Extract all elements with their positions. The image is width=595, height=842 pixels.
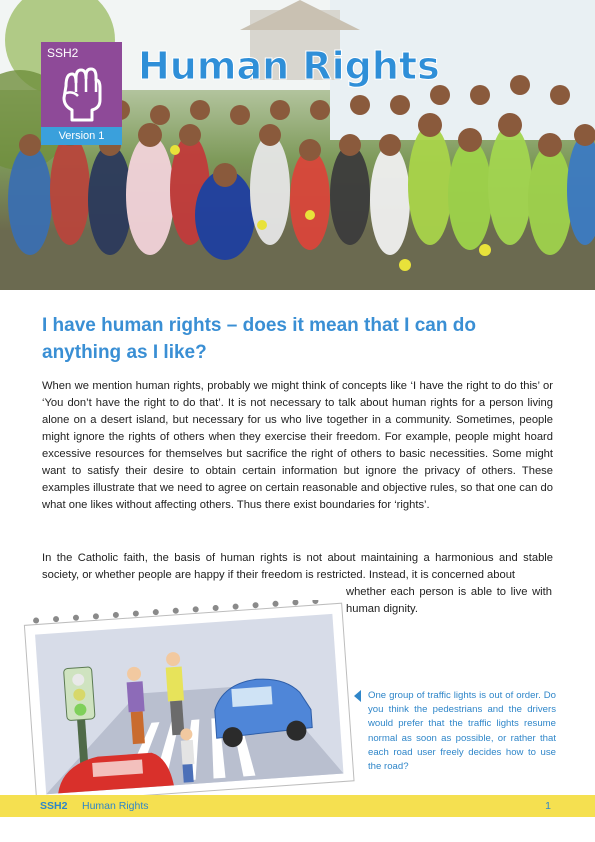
traffic-scene-drawing	[18, 600, 363, 800]
page-number: 1	[545, 800, 551, 812]
body-paragraph-2-continued: whether each person is able to live with human dignity.	[346, 586, 552, 615]
footer-title: Human Rights	[82, 800, 149, 812]
caption-pointer-icon	[354, 690, 361, 702]
body-paragraph-1: When we mention human rights, probably we might think of concepts like ‘I have the right to do this’ or ‘You don’t have the right to do that’. It is not necessary to talk about human rights for a person living alone on a desert island, but necessary for us who live together in a community. Sometimes, people might ignore the rights of others when they exercise their freedom. For example, people might hoard excessive resources for themselves but sacrifice the right of others to basic necessities. Some might want to satisfy their desire to obtain certain information but ignore the privacy of others. These examples illustrate that we need to agree on certain reasonable and objective rules, so that one can do what one likes without affecting others. Thus there exist boundaries for ‘rights’.	[42, 380, 553, 511]
raised-fist-icon	[56, 64, 106, 122]
body-paragraph-2: In the Catholic faith, the basis of human rights is not about maintaining a harmonious and stable society, or whether people are happy if their freedom is restricted. Instead, it is concerned about	[42, 552, 553, 581]
badge-version: Version 1	[41, 127, 122, 145]
page-footer	[0, 795, 595, 817]
badge-code: SSH2	[47, 46, 79, 60]
section-heading: I have human rights – does it mean that I can do anything as I like?	[42, 315, 476, 363]
illustration-caption: One group of traffic lights is out of order. Do you think the pedestrians and the drivers would prefer that the traffic lights resume normal as soon as possible, or rather that each road user freely decides how to use the road?	[368, 690, 556, 773]
footer-code: SSH2	[40, 800, 68, 812]
traffic-illustration	[18, 600, 363, 800]
page-title: Human Rights	[138, 44, 440, 88]
series-badge	[41, 42, 122, 145]
